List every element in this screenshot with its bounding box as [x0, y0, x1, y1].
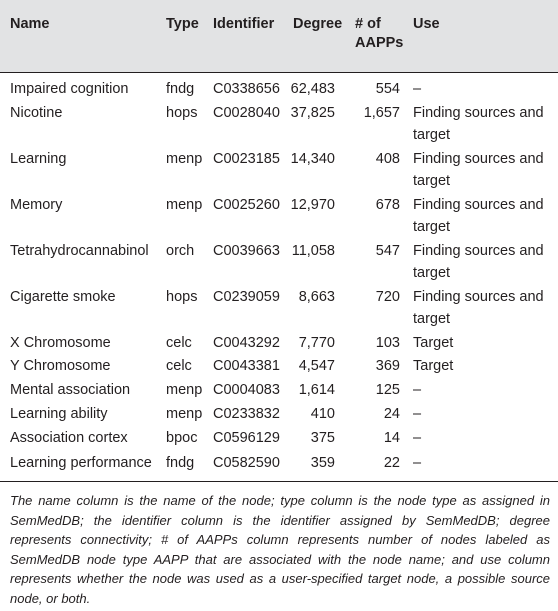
cell-aapps: 22	[383, 455, 400, 471]
cell-name: Learning performance	[10, 455, 152, 471]
cell-aapps: 547	[375, 243, 400, 259]
table-header	[0, 0, 558, 72]
cell-degree: 375	[310, 430, 335, 446]
cell-degree: 11,058	[291, 243, 335, 259]
cell-use-cont: target	[413, 265, 451, 281]
cell-identifier: C0239059	[213, 289, 280, 305]
cell-identifier: C0338656	[213, 81, 280, 97]
header-use: Use	[413, 16, 440, 32]
cell-type: orch	[166, 243, 195, 259]
cell-use: –	[413, 430, 422, 446]
header-identifier: Identifier	[213, 16, 275, 32]
cell-degree: 4,547	[298, 358, 335, 374]
cell-use: Target	[413, 358, 454, 374]
cell-use: Finding sources and	[413, 197, 544, 213]
cell-identifier: C0582590	[213, 455, 280, 471]
cell-degree: 1,614	[298, 382, 335, 398]
cell-use-cont: target	[413, 219, 451, 235]
cell-aapps: 678	[375, 197, 400, 213]
cell-aapps: 408	[375, 151, 400, 167]
cell-aapps: 24	[383, 406, 400, 422]
cell-use: –	[413, 382, 422, 398]
cell-identifier: C0233832	[213, 406, 280, 422]
header-name: Name	[10, 16, 50, 32]
cell-use: Finding sources and	[413, 243, 544, 259]
header-rule	[0, 72, 558, 73]
cell-use-cont: target	[413, 127, 451, 143]
cell-aapps: 554	[375, 81, 400, 97]
cell-type: hops	[166, 289, 198, 305]
cell-identifier: C0043292	[213, 335, 280, 351]
cell-use: Finding sources and	[413, 289, 544, 305]
cell-name: Learning	[10, 151, 67, 167]
cell-aapps: 103	[375, 335, 400, 351]
cell-name: Association cortex	[10, 430, 128, 446]
cell-use: Finding sources and	[413, 151, 544, 167]
cell-name: Cigarette smoke	[10, 289, 116, 305]
cell-aapps: 1,657	[363, 105, 400, 121]
cell-degree: 37,825	[290, 105, 335, 121]
cell-identifier: C0043381	[213, 358, 280, 374]
cell-type: bpoc	[166, 430, 198, 446]
cell-identifier: C0596129	[213, 430, 280, 446]
cell-type: hops	[166, 105, 198, 121]
cell-identifier: C0025260	[213, 197, 280, 213]
cell-identifier: C0039663	[213, 243, 280, 259]
cell-type: menp	[166, 382, 203, 398]
cell-use: Finding sources and	[413, 105, 544, 121]
cell-name: Y Chromosome	[10, 358, 111, 374]
cell-degree: 12,970	[290, 197, 335, 213]
cell-degree: 8,663	[298, 289, 335, 305]
cell-use: –	[413, 81, 422, 97]
cell-aapps: 125	[375, 382, 400, 398]
cell-type: fndg	[166, 81, 195, 97]
cell-type: celc	[166, 358, 192, 374]
cell-use-cont: target	[413, 311, 451, 327]
header-aapps-line2: AAPPs	[355, 35, 404, 51]
cell-degree: 14,340	[290, 151, 335, 167]
cell-name: X Chromosome	[10, 335, 111, 351]
cell-degree: 62,483	[290, 81, 335, 97]
cell-name: Learning ability	[10, 406, 108, 422]
cell-use: Target	[413, 335, 454, 351]
cell-degree: 7,770	[298, 335, 335, 351]
cell-type: menp	[166, 406, 203, 422]
cell-identifier: C0004083	[213, 382, 280, 398]
cell-use: –	[413, 406, 422, 422]
header-aapps-line1: # of	[355, 16, 381, 32]
cell-type: celc	[166, 335, 192, 351]
bottom-rule	[0, 481, 558, 482]
cell-degree: 359	[310, 455, 335, 471]
cell-name: Memory	[10, 197, 63, 213]
cell-degree: 410	[310, 406, 335, 422]
cell-identifier: C0028040	[213, 105, 280, 121]
cell-aapps: 720	[375, 289, 400, 305]
cell-type: fndg	[166, 455, 195, 471]
table-footnote: The name column is the name of the node; type column is the node type as assigned in SemMedDB; the identifier column is the identifier assigned by SemMedDB; degree represents connectivity; # of AAPPs column represents number of nodes labeled as SemMedDB node type AAPP that are associated with the node name; and use column represents whether the node was used as a user-specified target node, a possible source node, or both.	[10, 493, 550, 606]
cell-name: Mental association	[10, 382, 131, 398]
cell-identifier: C0023185	[213, 151, 280, 167]
cell-type: menp	[166, 151, 203, 167]
cell-use: –	[413, 455, 422, 471]
header-type: Type	[166, 16, 199, 32]
cell-aapps: 369	[375, 358, 400, 374]
cell-name: Tetrahydrocannabinol	[10, 243, 149, 259]
header-degree: Degree	[293, 16, 343, 32]
cell-name: Impaired cognition	[10, 81, 129, 97]
cell-name: Nicotine	[10, 105, 63, 121]
cell-type: menp	[166, 197, 203, 213]
cell-aapps: 14	[383, 430, 400, 446]
cell-use-cont: target	[413, 173, 451, 189]
